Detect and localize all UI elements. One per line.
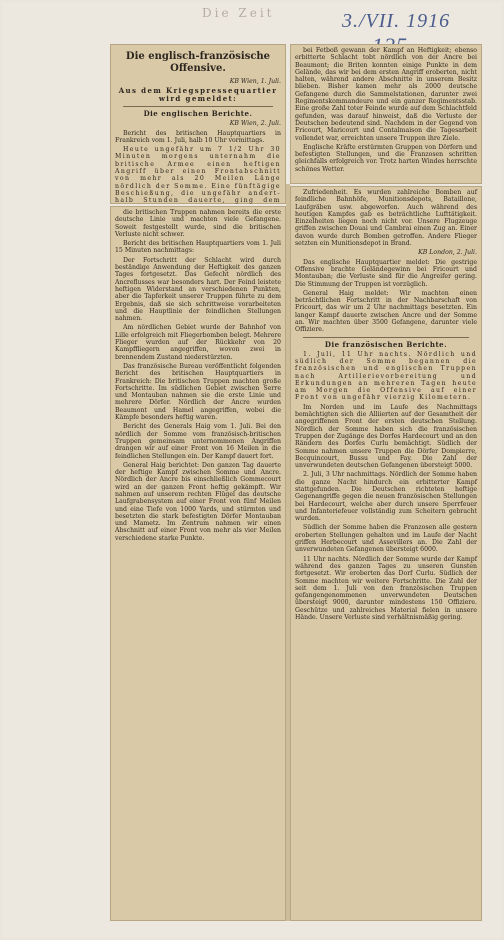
divider [303,337,469,338]
article-headline: Die englisch-französische Offensive. [125,51,271,74]
paragraph: General Haig meldet: Wir machten einen beträchtlichen Fortschritt in der Nachbarschaft von Fricourt, das wir um 2 Uhr nachmittags besetzten. Ein langer Kampf dauerte zwischen Ancre und der Somme an. Wir machten über 3500 Gefangene, darunter viele Offiziere. [295,289,477,334]
section-heading: Die englischen Berichte. [143,109,253,119]
paragraph: Bericht des britischen Hauptquartiers in Frankreich vom 1. Juli, halb 10 Uhr vormittags. [115,129,281,144]
section-heading: Die französischen Berichte. [324,339,448,349]
paragraph: Bericht des Generals Haig vom 1. Juli. Bei den nördlich der Somme vom französisch-britischen Truppen gemeinsam unternommenen Angriffen drangen wir auf einer Front von 16 Meilen in die feindlichen Stellungen ein. Der Kampf dauert fort. [115,423,281,460]
masthead-fragment: Die Zeit [202,6,275,20]
divider [123,106,273,107]
paragraph: Im Norden und im Laufe des Nachmittags bemächtigten sich die Alliierten auf der Gesamtheit der angegriffenen Front der ersten deutschen Stellung. Nördlich der Somme haben sich die französischen Truppen der Zugänge des Dorfes Hardecourt und an den Rändern des Dorfes Curlu bemächtigt. Südlich der Somme nahmen unsere Truppen die Dörfer Dompierre, Becquincourt, Bussu und Fay. Die Zahl der unverwundeten deutschen Gefangenen übersteigt 5000. [295,403,477,470]
paragraph: Der Fortschritt der Schlacht wird durch beständige Anwendung der Heftigkeit des ganzen Tages fortgesetzt. Das Gefecht nördlich des Ancreflusses war besonders hart. Der Feind leistete heftigen Widerstand an verschiedenen Punkten, aber die Tapferkeit unserer Truppen führte zu dem Ergebnis, daß sie sich schrittweise vorarbeiteten und die Hauptlinie der feindlichen Stellungen nahmen. [115,256,281,323]
paragraph: 11 Uhr nachts. Nördlich der Somme wurde der Kampf während des ganzen Tages zu unseren Gunsten fortgesetzt. Wir eroberten das Dorf Curlu. Südlich der Somme machten wir weitere Fortschritte. Die Zahl der seit dem 1. Juli von den französischen Truppen gefangengenommenen unverwundeten Deutschen übersteigt 9000, darunter mindestens 150 Offiziere. Geschütze und zahlreiches Material fielen in unsere Hände. Unsere Verluste sind verhältnismäßig gering. [295,555,477,622]
paragraph: Am nördlichen Gebiet wurde der Bahnhof von Lille erfolgreich mit Fliegerbomben belegt. Mehrere Flieger wurden auf der Rückkehr von 20 Kampffliegern angegriffen, wovon zwei in brennendem Zustand niederstürzten. [115,324,281,361]
paragraph: Das französische Bureau veröffentlicht folgenden Bericht des britischen Hauptquartiers in Frankreich: Die britischen Truppen machten große Fortschritte. Im südlichen Gebiet zwischen Serre und Montauban nahmen sie die erste Linie und mehrere Dörfer. Nördlich der Ancre wurden Beaumont und Hamel angegriffen, wobei die Kämpfe besonders heftig waren. [115,362,281,422]
dateline: KB Wien, 2. Juli. [229,120,281,128]
paragraph: Heute ungefähr um 7 1/2 Uhr 30 Minuten morgens unternahm die britische Armee einen heftigen Angriff über einen Frontabschnitt von mehr als 20 Meilen Länge nördlich der Somme. Eine fünftägige Beschießung, die ungefähr andert-halb Stunden dauerte, ging dem [115,146,281,204]
paragraph: Bericht des britischen Hauptquartiers vom 1. Juli 15 Minuten nachmittags: [115,240,281,255]
clipping-right-column [290,186,482,921]
source-line: Aus dem Kriegspressequartier wird gemeldet: [118,86,278,104]
clipping-headline-block [110,44,286,204]
paragraph: die britischen Truppen nahmen bereits die erste deutsche Linie und machten viele Gefangene. Soweit festgestellt wurde, sind die britischen Verluste nicht schwer. [115,209,281,238]
paragraph: General Haig berichtet: Den ganzen Tag dauerte der heftige Kampf zwischen Somme und Ancre. Nördlich der Ancre bis einschließlich Gommecourt wird an der ganzen Front heftig gekämpft. Wir nahmen auf unserem rechten Flügel das deutsche Laufgrabensystem auf einer Front von fünf Meilen und eine Tiefe von 1000 Yards, und stürmten und besetzten die stark befestigten Dörfer Montauban und Mametz. Im Zentrum nahmen wir einen Abschnitt auf einer Front von mehr als vier Meilen verschiedene starke Punkte. [115,461,281,542]
dateline: KB Wien, 1. Juli. [229,78,281,85]
dateline: KB London, 2. Juli. [418,249,477,257]
paragraph: 2. Juli, 3 Uhr nachmittags. Nördlich der Somme haben die ganze Nacht hindurch ein erbitterter Kampf stattgefunden. Die Deutschen richteten heftige Gegenangriffe gegen die neuen französischen Stellungen bei Hardecourt, welche aber durch unsere Sperrfeuer und Infanteriefeuer vollständig zum Scheitern gebracht wurden. [295,471,477,523]
paper-fold-edge [286,184,290,921]
clipping-left-column [110,206,286,921]
paragraph: Südlich der Somme haben die Franzosen alle gestern eroberten Stellungen gehalten und im Laufe der Nacht griffen Herbecourt und Assevillers an. Die Zahl der unverwundeten Gefangenen übersteigt 6000. [295,524,477,554]
handwritten-date: 3./VII. 1916 [342,10,451,32]
clipping-continuation-top-right [290,44,482,184]
paragraph: Englische Kräfte erstürmten Gruppen von Dörfern und befestigten Stellungen, und die Franzosen schritten gleichfalls erfolgreich vor. Trotz harten Windes herrschte schönes Wetter. [295,143,477,173]
scrapbook-page [2,2,502,938]
paragraph: Zufriedenheit. Es wurden zahlreiche Bomben auf feindliche Bahnhöfe, Munitionsdepots, Bataillone, Laufgräben usw. abgeworfen. Auch während des heutigen Kampfes gab es beträchtliche Lufttätigkeit. Einzelheiten liegen noch nicht vor. Unsere Flugzeuge griffen zwischen Douai und Cambrai einen Zug an. Einer davon wurde durch Bomben getroffen. Andere Flieger setzten ein Munitionsdepot in Brand. [295,189,477,248]
paragraph: bei Fetboß gewann der Kampf an Heftigkeit; ebenso erbitterte Schlacht tobt nördlich von der Ancre bei Beaumont; die Briten konnten einige Punkte in dem Gelände, das wir bei dem ersten Angriff eroberten, nicht halten, während andere Abschnitte in unserem Besitz blieben. Bisher kamen mehr als 2000 deutsche Gefangene durch die Sammelstationen, darunter zwei Regimentskommandeure und ein ganzer Regimentsstab. Eine große Zahl toter Feinde wurde auf dem Schlachtfeld gefunden, was darauf hinweist, daß die Verluste der Deutschen bedeutend sind. Nachdem in der Gegend von Fricourt, Maricourt und Contalmaison die Tagesarbeit vollendet war, erreichten unsere Truppen ihre Ziele. [295,47,477,142]
paragraph: Das englische Hauptquartier meldet: Die gestrige Offensive brachte Geländegewinn bei Fricourt und Montauban; die Verluste sind für die Angreifer gering. Die Stimmung der Truppen ist vorzüglich. [295,258,477,288]
paragraph: 1. Juli, 11 Uhr nachts. Nördlich und südlich der Somme begannen die französischen und englischen Truppen nach Artillerievorbereitung und Erkundungen an mehreren Tagen heute am Morgen die Offensive auf einer Front von ungefähr vierzig Kilometern. [295,350,477,402]
